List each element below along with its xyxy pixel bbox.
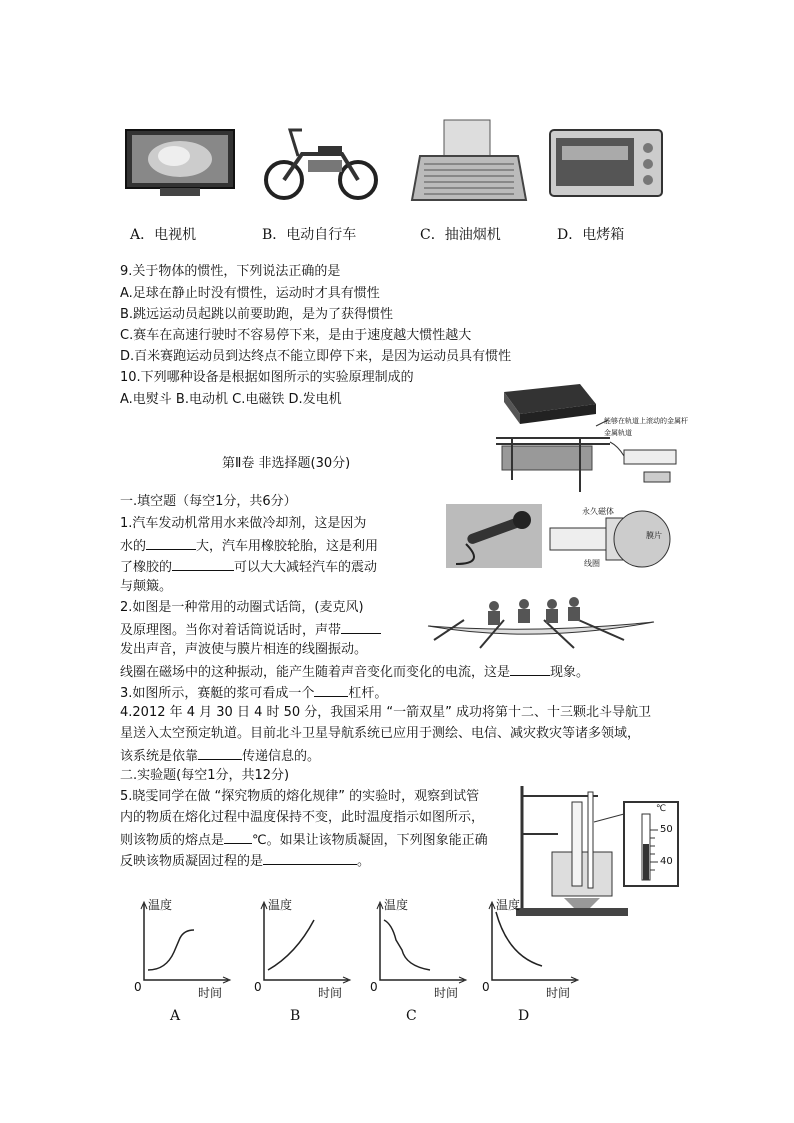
q2-blank-1[interactable]	[341, 619, 381, 634]
graph-letter: B	[290, 1008, 301, 1024]
graph-y-label: 温度	[148, 898, 173, 912]
q4-text-b: 传递信息的。	[242, 749, 321, 764]
option-a-caption: A．电视机	[130, 227, 197, 243]
graph-axis-lines	[492, 904, 576, 980]
q9-option-a: A.足球在静止时没有惯性，运动时才具有惯性	[120, 286, 380, 301]
graph-origin: 0	[254, 980, 262, 994]
q9-option-c: C.赛车在高速行驶时不容易停下来，是由于速度越大惯性越大	[120, 328, 472, 343]
q3-text-a: 3.如图所示，赛艇的浆可看成一个	[120, 686, 315, 701]
q10-figure	[492, 380, 718, 498]
graph-letter: D	[518, 1008, 530, 1024]
option-c-caption: C．抽油烟机	[420, 227, 501, 243]
tv-icon	[124, 128, 236, 200]
q5-line4	[120, 850, 370, 872]
graph-origin: 0	[134, 980, 142, 994]
q4-text-a: 该系统是依靠	[120, 749, 199, 764]
graph-x-label: 时间	[198, 986, 223, 1000]
q9-option-b: B.跳远运动员起跳以前要助跑，是为了获得惯性	[120, 307, 394, 322]
q1-line3	[120, 556, 377, 578]
graph-curve	[268, 920, 314, 970]
q5-line3	[120, 829, 488, 851]
q4-blank[interactable]	[198, 745, 242, 760]
graph-x-label: 时间	[546, 986, 571, 1000]
q2-text-b: 线圈在磁场中的这种振动，能产生随着声音变化而变化的电流，这是	[120, 665, 511, 680]
graph-curve	[148, 930, 194, 970]
melting-apparatus-figure	[508, 782, 684, 918]
q2-line4	[120, 661, 589, 683]
graph-y-label: 温度	[268, 898, 293, 912]
q5-line2: 内的物质在熔化过程中温度保持不变，此时温度指示如图所示，	[120, 810, 485, 825]
q5-blank-1[interactable]	[224, 829, 252, 844]
q1-blank-2[interactable]	[172, 556, 234, 571]
q5-blank-2[interactable]	[263, 850, 357, 865]
graph-origin: 0	[482, 980, 490, 994]
q10-stem: 10.下列哪种设备是根据如图所示的实验原理制成的	[120, 370, 414, 385]
rowing-boat-figure	[424, 596, 658, 652]
part1-title: 一.填空题（每空1分，共6分）	[120, 494, 297, 509]
q10-label-metal-rail: 金属轨道	[604, 429, 632, 437]
q3-blank[interactable]	[314, 682, 348, 697]
mic-label-coil: 线圈	[584, 559, 600, 568]
q2-line3: 发出声音，声波使与膜片相连的线圈振动。	[120, 642, 368, 657]
graph-y-label: 温度	[384, 898, 409, 912]
graph-letter: C	[406, 1008, 417, 1024]
q2-line1: 2.如图是一种常用的动圈式话筒，(麦克风)	[120, 600, 364, 615]
q10-options: A.电熨斗 B.电动机 C.电磁铁 D.发电机	[120, 392, 342, 407]
thermometer-unit: ℃	[656, 804, 667, 814]
q9-option-d: D.百米赛跑运动员到达终点不能立即停下来，是因为运动员具有惯性	[120, 349, 512, 364]
q2-blank-2[interactable]	[510, 661, 550, 676]
q4-line2: 星送入太空预定轨道。目前北斗卫星导航系统已应用于测绘、电信、减灾救灾等诸多领域，	[120, 726, 641, 741]
section-title: 第Ⅱ卷 非选择题(30分)	[222, 456, 351, 471]
part2-title: 二.实验题(每空1分，共12分)	[120, 768, 290, 783]
q9-stem: 9.关于物体的惯性，下列说法正确的是	[120, 264, 341, 279]
thermometer-label-40: 40	[660, 856, 673, 867]
q4-line1: 4.2012 年 4 月 30 日 4 时 50 分，我国采用 “一箭双星” 成功将第十二、十三颗北斗导航卫	[120, 705, 652, 720]
option-b-caption: B．电动自行车	[262, 227, 357, 243]
graph-y-label: 温度	[496, 898, 521, 912]
q1-text-b: 大，汽车用橡胶轮胎，这是利用	[196, 539, 379, 554]
graph-c	[372, 900, 482, 1030]
q1-line1: 1.汽车发动机常用水来做冷却剂，这是因为	[120, 516, 367, 531]
q2-text-a: 及原理图。当你对着话筒说话时，声带	[120, 623, 342, 638]
q2-line2	[120, 619, 381, 641]
q5-text-b: ℃。如果让该物质凝固，下列图象能正确	[252, 833, 488, 848]
q4-line3	[120, 745, 320, 767]
ebike-icon	[262, 126, 380, 202]
graph-x-label: 时间	[318, 986, 343, 1000]
q5-text-a: 则该物质的熔点是	[120, 833, 225, 848]
q5-text-c: 反映该物质凝固过程的是	[120, 854, 264, 869]
oven-icon	[548, 128, 664, 200]
graph-curve	[384, 920, 430, 970]
q5-text-d: 。	[357, 854, 371, 869]
option-d-caption: D．电烤箱	[557, 227, 625, 243]
graph-letter: A	[170, 1008, 181, 1024]
q1-text-a: 水的	[120, 539, 147, 554]
graph-d	[484, 900, 594, 1030]
graph-axes	[256, 900, 352, 990]
q1-line2	[120, 535, 378, 557]
graph-axis-lines	[264, 904, 348, 980]
q10-label-metal-rod: 能够在轨道上滚动的金属杆	[604, 417, 688, 425]
graph-curve	[496, 912, 542, 966]
mic-label-diaphragm: 膜片	[646, 531, 662, 540]
graph-origin: 0	[370, 980, 378, 994]
graph-axes	[372, 900, 468, 990]
graph-b	[256, 900, 366, 1030]
q3-text-b: 杠杆。	[348, 686, 388, 701]
q1-text-c: 了橡胶的	[120, 560, 173, 575]
graph-a	[136, 900, 246, 1030]
q5-line1: 5.晓雯同学在做 “探究物质的熔化规律” 的实验时，观察到试管	[120, 789, 480, 804]
q1-line4: 与颠簸。	[120, 579, 173, 594]
q2-text-c: 现象。	[550, 665, 590, 680]
q1-text-d: 可以大大减轻汽车的震动	[234, 560, 378, 575]
microphone-figure	[446, 504, 678, 572]
mic-label-permanent-magnet: 永久磁体	[582, 507, 614, 516]
thermometer-label-50: 50	[660, 824, 673, 835]
q1-blank-1[interactable]	[146, 535, 196, 550]
graph-axes	[136, 900, 232, 990]
graph-x-label: 时间	[434, 986, 459, 1000]
graph-axes	[484, 900, 580, 990]
range-hood-icon	[410, 120, 528, 202]
q3-line	[120, 682, 387, 704]
